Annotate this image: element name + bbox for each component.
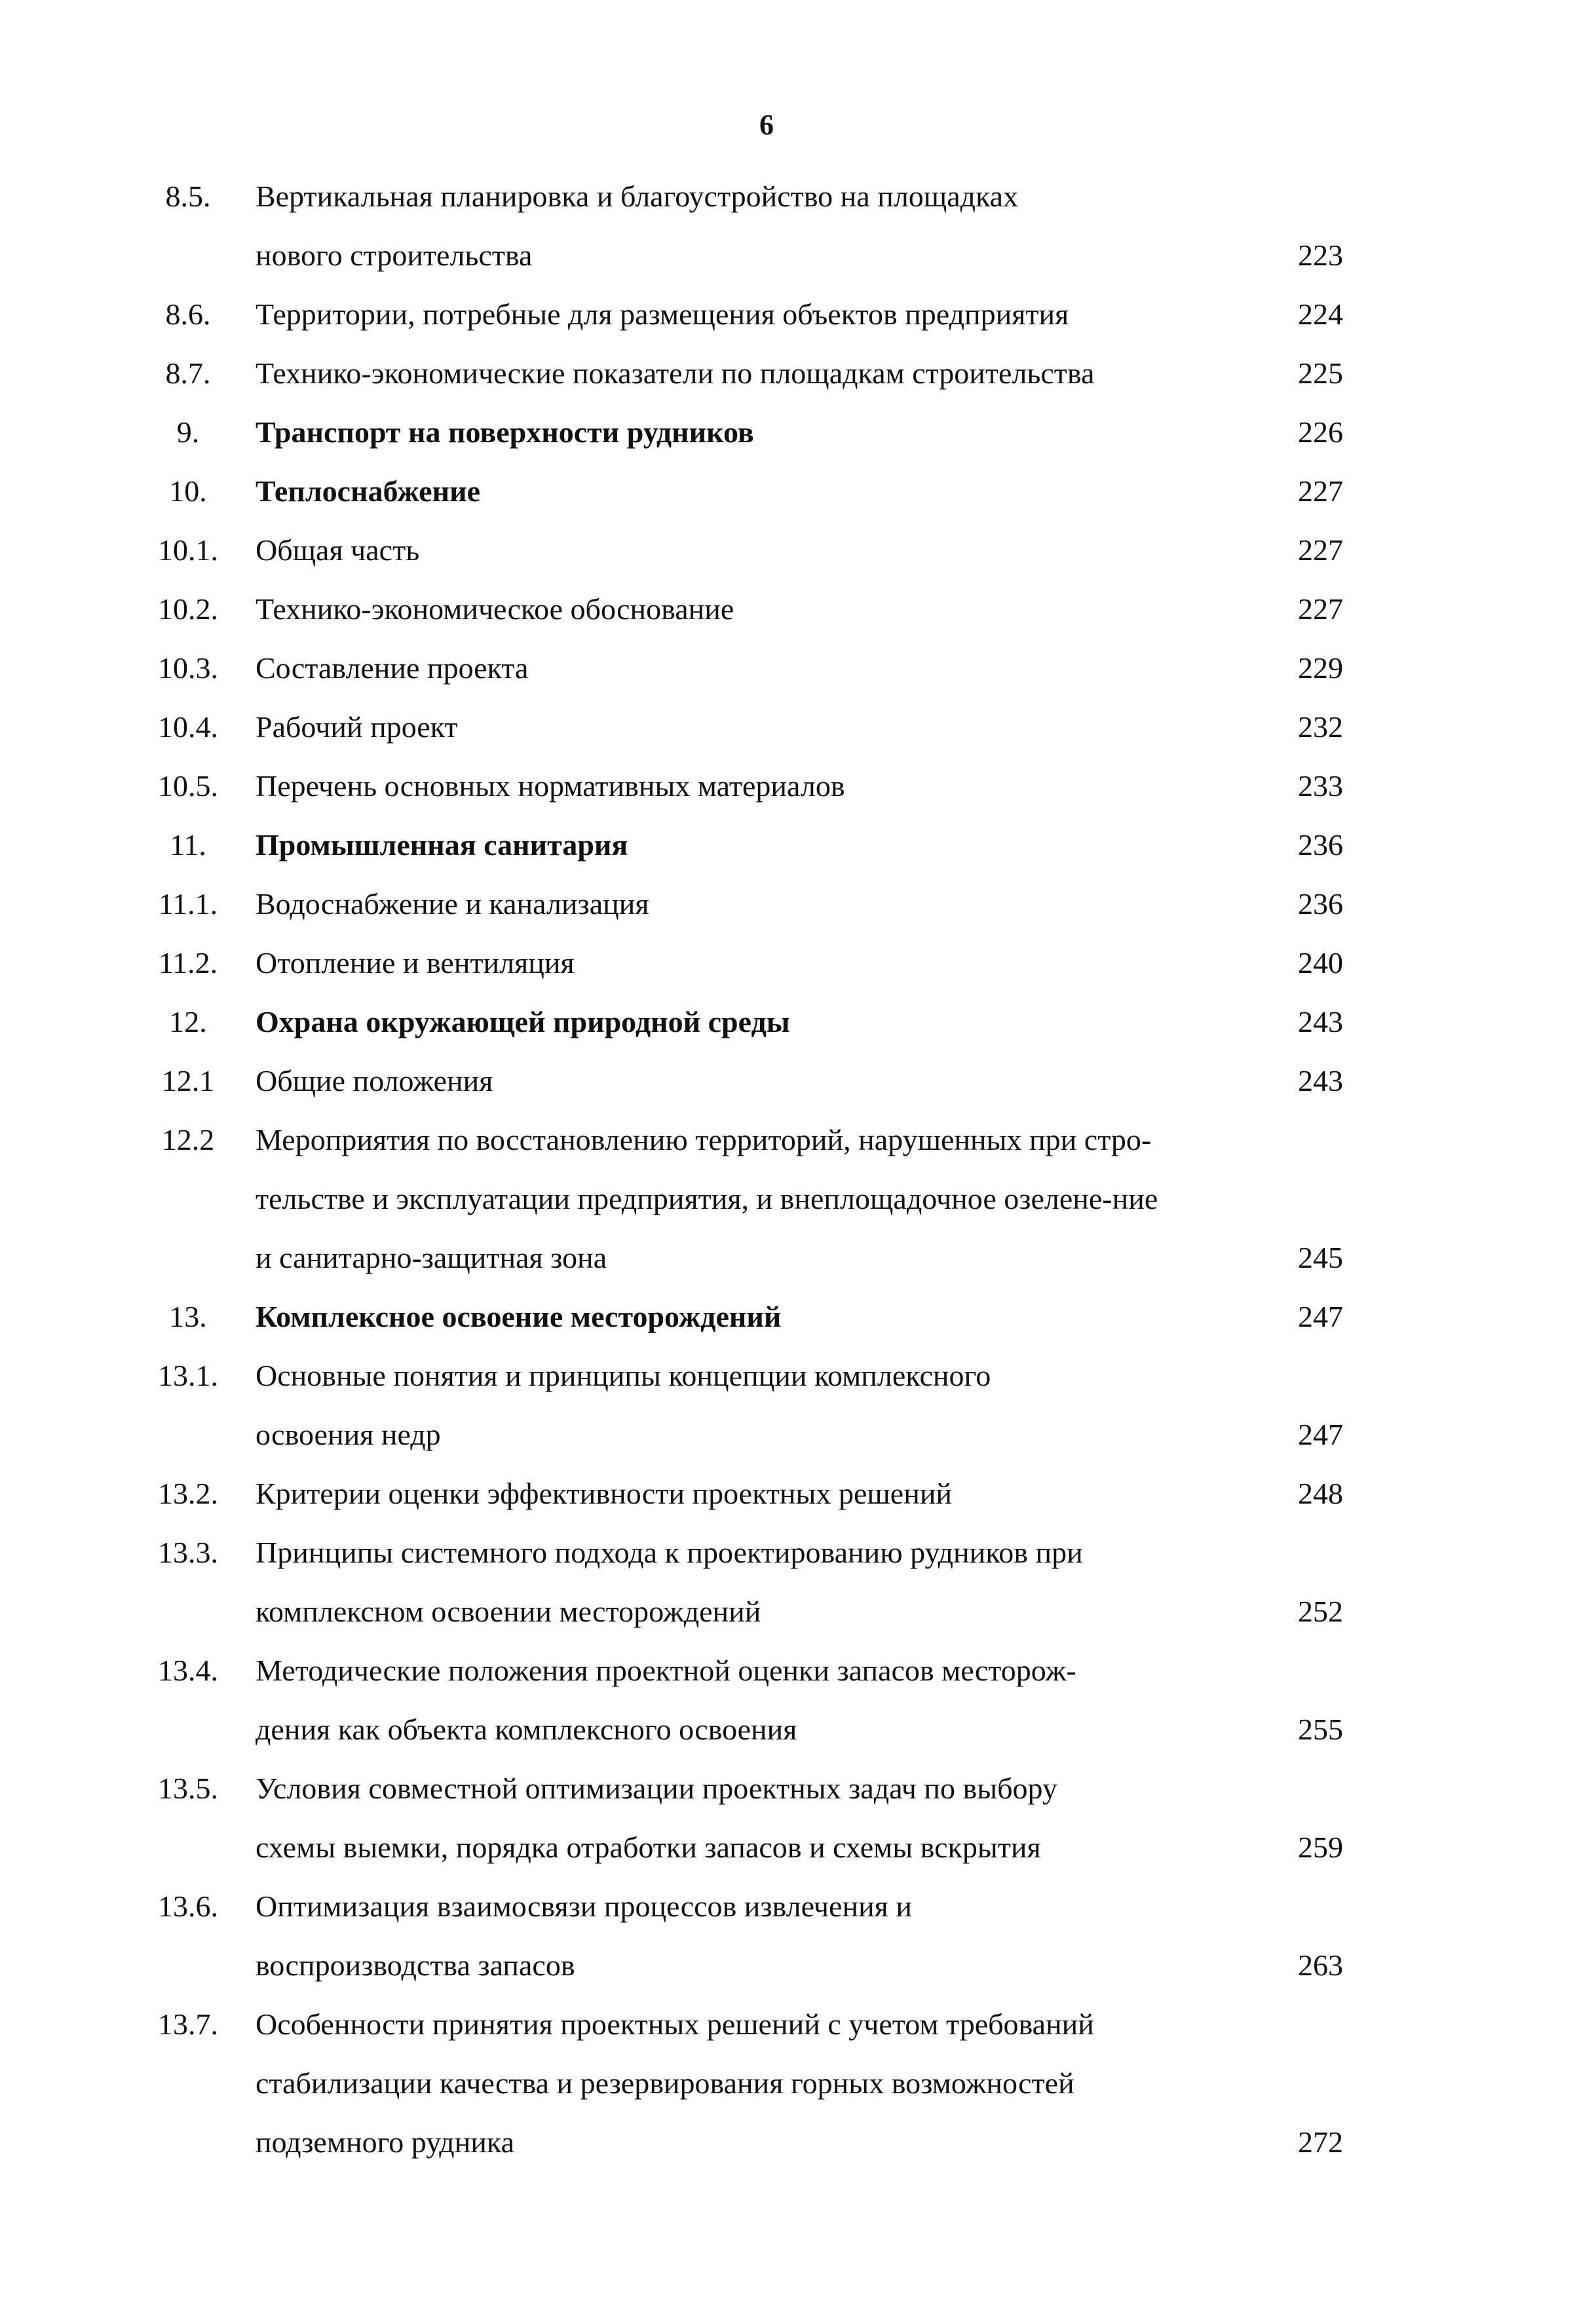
toc-entry-title-line: Охрана окружающей природной среды: [256, 1005, 790, 1038]
toc-entry-title-line: нового строительства: [256, 238, 533, 272]
toc-entry-title-line: Общие положения: [256, 1064, 493, 1097]
toc-entry: [0, 403, 1596, 462]
toc-entry-number: 11.1.: [158, 887, 218, 921]
toc-entry-page: 236: [1298, 828, 1343, 862]
toc-entry-title: [256, 167, 1264, 285]
toc-entry: [0, 1759, 1596, 1877]
toc-entry-title: [256, 1877, 1264, 1995]
toc-entry-number: 9.: [176, 415, 200, 449]
toc-entry-number: 13.5.: [158, 1772, 218, 1805]
toc-entry-page: 243: [1298, 1005, 1343, 1038]
toc-entry-title: [256, 1052, 1264, 1111]
toc-entry-title-line: Отопление и вентиляция: [256, 946, 575, 979]
toc-entry: [0, 934, 1596, 993]
toc-entry: [0, 875, 1596, 934]
toc-entry-title: [256, 1759, 1264, 1877]
toc-entry-title-line: Технико-экономическое обоснование: [256, 592, 734, 626]
toc-entry-title: [256, 1641, 1264, 1759]
toc-entry-page: 272: [1298, 2125, 1343, 2159]
toc-entry-title-line: подземного рудника: [256, 2125, 514, 2159]
toc-entry-number: 13.7.: [158, 2007, 218, 2041]
toc-entry-title-line: воспроизводства запасов: [256, 1948, 575, 1982]
toc-entry: [0, 1995, 1596, 2172]
toc-entry-page: 229: [1298, 651, 1343, 685]
toc-entry-title-line: Критерии оценки эффективности проектных решений: [256, 1477, 953, 1510]
toc-entry-title: [256, 403, 1264, 462]
toc-entry: [0, 1111, 1596, 1287]
toc-entry-title-line: схемы выемки, порядка отработки запасов и схемы вскрытия: [256, 1831, 1041, 1864]
toc-entry-number: 8.6.: [165, 297, 211, 331]
toc-entry-page: 247: [1298, 1418, 1343, 1451]
toc-entry: [0, 1052, 1596, 1111]
toc-entry-title: [256, 285, 1264, 344]
toc-entry-page: 227: [1298, 592, 1343, 626]
toc-entry-page: 247: [1298, 1300, 1343, 1333]
toc-entry: [0, 521, 1596, 580]
toc-entry-page: 240: [1298, 946, 1343, 979]
toc-entry-page: 252: [1298, 1595, 1343, 1628]
toc-entry-title-line: Методические положения проектной оценки запасов месторож-: [256, 1654, 1076, 1687]
toc-entry-title-line: стабилизации качества и резервирования горных возможностей: [256, 2066, 1074, 2100]
toc-entry-page: 227: [1298, 533, 1343, 567]
toc-entry-title-line: освоения недр: [256, 1418, 441, 1451]
toc-entry-title-line: Территории, потребные для размещения объектов предприятия: [256, 297, 1069, 331]
toc-entry: [0, 1877, 1596, 1995]
toc-entry-page: 233: [1298, 769, 1343, 803]
toc-entry: [0, 757, 1596, 816]
toc-entry-title: [256, 1464, 1264, 1523]
toc-entry-title: [256, 993, 1264, 1052]
toc-entry-title-line: Вертикальная планировка и благоустройство на площадках: [256, 180, 1019, 213]
toc-entry-title-line: Перечень основных нормативных материалов: [256, 769, 845, 803]
toc-entry-page: 255: [1298, 1713, 1343, 1746]
toc-entry-title-line: и санитарно-защитная зона: [256, 1241, 607, 1274]
page-number: 6: [759, 109, 774, 141]
toc-entry-title: [256, 521, 1264, 580]
toc-entry-number: 10.2.: [158, 592, 218, 626]
toc-entry-title: [256, 1523, 1264, 1641]
toc-entry-number: 10.4.: [158, 710, 218, 744]
toc-entry-number: 12.: [169, 1005, 207, 1038]
toc-entry-number: 11.: [170, 828, 206, 862]
toc-entry-page: 232: [1298, 710, 1343, 744]
toc-entry-title-line: Принципы системного подхода к проектированию рудников при: [256, 1536, 1083, 1569]
toc-entry-number: 13.2.: [158, 1477, 218, 1510]
toc-entry-title-line: Оптимизация взаимосвязи процессов извлечения и: [256, 1889, 912, 1923]
toc-entry: [0, 816, 1596, 875]
toc-entry-title: [256, 875, 1264, 934]
toc-entry: [0, 580, 1596, 639]
toc-entry-page: 248: [1298, 1477, 1343, 1510]
toc-entry-title: [256, 1995, 1264, 2172]
toc-entry-title-line: Промышленная санитария: [256, 828, 628, 862]
toc-entry-title: [256, 1287, 1264, 1346]
toc-entry-title-line: тельстве и эксплуатации предприятия, и внеплощадочное озелене-ние: [256, 1182, 1158, 1215]
toc-entry-title: [256, 344, 1264, 403]
toc-entry-title-line: Мероприятия по восстановлению территорий, нарушенных при стро-: [256, 1123, 1152, 1156]
toc-entry-number: 13.6.: [158, 1889, 218, 1923]
toc-entry-number: 10.3.: [158, 651, 218, 685]
toc-entry-title-line: Условия совместной оптимизации проектных задач по выбору: [256, 1772, 1057, 1805]
toc-entry-number: 11.2.: [158, 946, 218, 979]
toc-entry-number: 10.5.: [158, 769, 218, 803]
toc-entry: [0, 993, 1596, 1052]
toc-entry-page: 245: [1298, 1241, 1343, 1274]
toc-entry: [0, 1523, 1596, 1641]
toc-entry-page: 224: [1298, 297, 1343, 331]
toc-entry: [0, 1464, 1596, 1523]
table-of-contents: [0, 167, 1596, 2172]
toc-entry-title-line: Составление проекта: [256, 651, 529, 685]
toc-entry-title: [256, 757, 1264, 816]
toc-entry-title: [256, 698, 1264, 757]
toc-entry-number: 10.: [169, 474, 207, 508]
toc-entry-title: [256, 816, 1264, 875]
toc-entry: [0, 639, 1596, 698]
toc-entry: [0, 1346, 1596, 1464]
toc-entry: [0, 344, 1596, 403]
toc-entry-title-line: Основные понятия и принципы концепции комплексного: [256, 1359, 991, 1392]
toc-entry-title: [256, 580, 1264, 639]
toc-entry-page: 259: [1298, 1831, 1343, 1864]
toc-entry-title: [256, 1111, 1264, 1287]
toc-entry-page: 227: [1298, 474, 1343, 508]
toc-entry-title-line: дения как объекта комплексного освоения: [256, 1713, 797, 1746]
toc-entry: [0, 698, 1596, 757]
toc-entry-title-line: Водоснабжение и канализация: [256, 887, 649, 921]
toc-entry: [0, 1641, 1596, 1759]
toc-entry-title-line: Комплексное освоение месторождений: [256, 1300, 782, 1333]
toc-entry-number: 13.4.: [158, 1654, 218, 1687]
toc-entry-title-line: Особенности принятия проектных решений с учетом требований: [256, 2007, 1094, 2041]
toc-entry-number: 8.5.: [165, 180, 211, 213]
toc-entry-title-line: Транспорт на поверхности рудников: [256, 415, 754, 449]
toc-entry-number: 10.1.: [158, 533, 218, 567]
toc-entry-title-line: Теплоснабжение: [256, 474, 481, 508]
toc-entry-page: 236: [1298, 887, 1343, 921]
toc-entry-page: 223: [1298, 238, 1343, 272]
toc-entry-number: 13.: [169, 1300, 207, 1333]
toc-entry-number: 13.3.: [158, 1536, 218, 1569]
toc-entry-title: [256, 1346, 1264, 1464]
toc-entry-page: 226: [1298, 415, 1343, 449]
toc-entry-title-line: комплексном освоении месторождений: [256, 1595, 761, 1628]
toc-entry-page: 225: [1298, 356, 1343, 390]
toc-entry-number: 8.7.: [165, 356, 211, 390]
toc-entry: [0, 285, 1596, 344]
toc-entry-title: [256, 639, 1264, 698]
toc-entry-title: [256, 934, 1264, 993]
toc-entry-title-line: Общая часть: [256, 533, 420, 567]
toc-entry: [0, 462, 1596, 521]
toc-entry-page: 243: [1298, 1064, 1343, 1097]
toc-entry-title-line: Технико-экономические показатели по площадкам строительства: [256, 356, 1095, 390]
toc-entry-number: 12.2: [161, 1123, 215, 1156]
toc-entry-title: [256, 462, 1264, 521]
toc-entry-title-line: Рабочий проект: [256, 710, 458, 744]
toc-entry-number: 12.1: [161, 1064, 215, 1097]
toc-entry: [0, 1287, 1596, 1346]
toc-entry: [0, 167, 1596, 285]
toc-entry-page: 263: [1298, 1948, 1343, 1982]
toc-entry-number: 13.1.: [158, 1359, 218, 1392]
